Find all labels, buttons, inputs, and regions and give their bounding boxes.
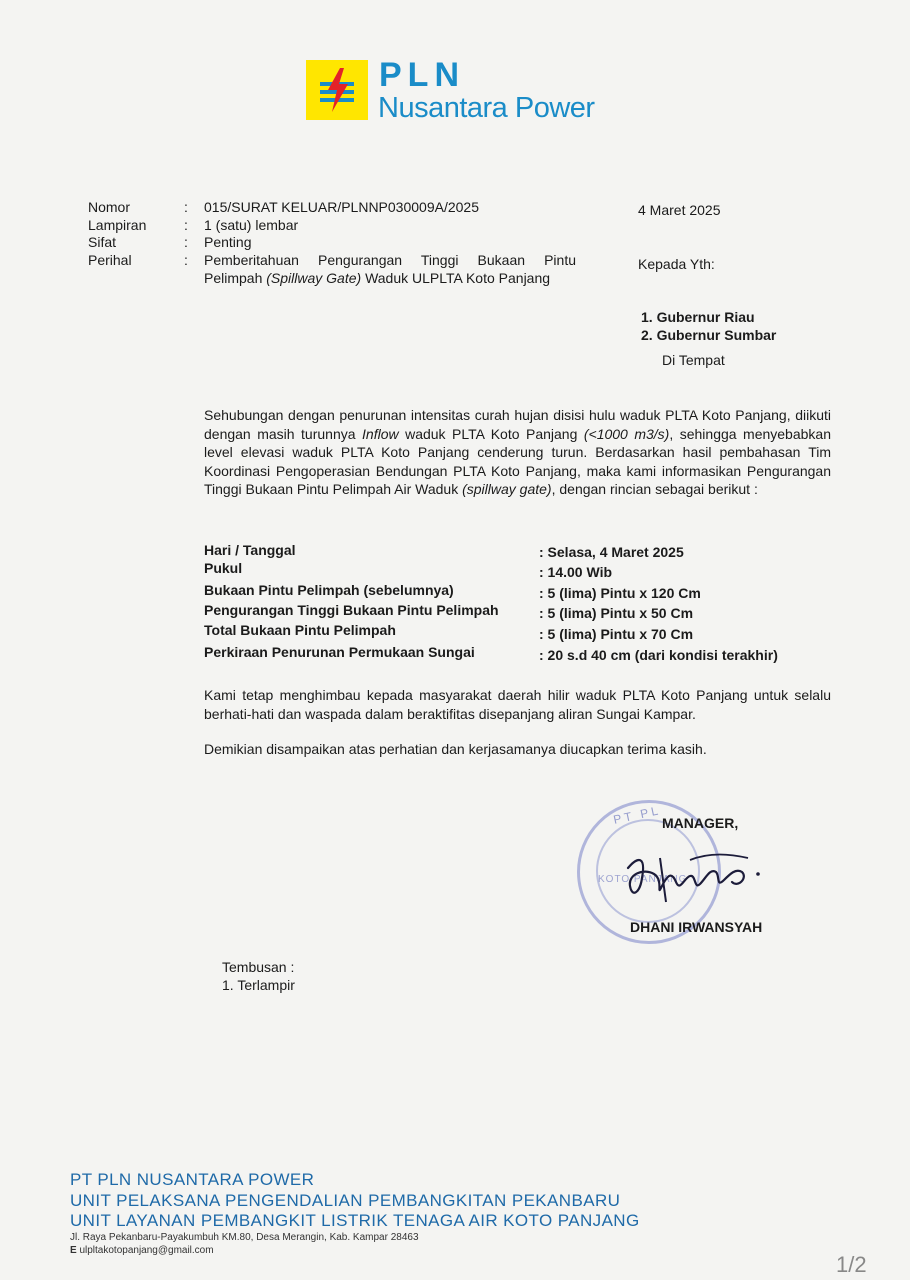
footer-address: Jl. Raya Pekanbaru-Payakumbuh KM.80, Desa Merangin, Kab. Kampar 28463	[70, 1232, 419, 1243]
detail-value: : 20 s.d 40 cm (dari kondisi terakhir)	[539, 647, 778, 663]
meta-value-sifat: Penting	[204, 234, 252, 250]
page-number: 1/2	[836, 1252, 867, 1277]
detail-label: Pengurangan Tinggi Bukaan Pintu Pelimpah	[204, 602, 499, 618]
detail-label: Perkiraan Penurunan Permukaan Sungai	[204, 644, 475, 660]
footer-subunit: UNIT LAYANAN PEMBANGKIT LISTRIK TENAGA AIR KOTO PANJANG	[70, 1211, 640, 1230]
di-tempat: Di Tempat	[662, 352, 725, 368]
brand-name: PLN	[379, 56, 465, 94]
brand-subname: Nusantara Power	[378, 92, 595, 124]
footer-company: PT PLN NUSANTARA POWER	[70, 1170, 315, 1189]
letter-date: 4 Maret 2025	[638, 202, 721, 218]
detail-value: : 5 (lima) Pintu x 50 Cm	[539, 605, 694, 621]
body-paragraph-2: Kami tetap menghimbau kepada masyarakat daerah hilir waduk PLTA Koto Panjang untuk selalu berhati-hati dan waspada dalam beraktifitas disepanjang aliran Sungai Kampar.	[204, 687, 831, 722]
meta-label-nomor: Nomor	[88, 199, 131, 215]
footer-unit: UNIT PELAKSANA PENGENDALIAN PEMBANGKITAN PEKANBARU	[70, 1191, 621, 1210]
addressee-heading: Kepada Yth:	[638, 256, 715, 272]
signatory-name: DHANI IRWANSYAH	[630, 919, 763, 935]
signatory-title: MANAGER,	[662, 815, 739, 831]
detail-value: : Selasa, 4 Maret 2025	[539, 544, 684, 560]
body-paragraph-1: Sehubungan dengan penurunan intensitas curah hujan disisi hulu waduk PLTA Koto Panjang, diikuti dengan masih turunnya Inflow waduk PLTA Koto Panjang (<1000 m3/s), sehingga menyebabkan level elevasi waduk PLTA Koto Panjang cenderung turun. Berdasarkan hasil pembahasan Tim Koordinasi Pengoperasian Bendungan PLTA Koto Panjang, maka kami informasikan Pengurangan Tinggi Bukaan Pintu Pelimpah Air Waduk (spillway gate), dengan rincian sebagai berikut :	[204, 407, 831, 497]
stamp-text-middle: KOTO PANJANG	[598, 874, 688, 885]
email-address: ulpltakotopanjang@gmail.com	[79, 1245, 214, 1256]
tembusan-label: Tembusan :	[222, 959, 295, 975]
meta-label-perihal: Perihal	[88, 252, 132, 268]
tembusan-item: 1. Terlampir	[222, 977, 295, 993]
detail-label: Bukaan Pintu Pelimpah (sebelumnya)	[204, 582, 454, 598]
meta-label-lampiran: Lampiran	[88, 217, 147, 233]
detail-label: Total Bukaan Pintu Pelimpah	[204, 622, 396, 638]
stamp-text-top: PT PL	[612, 803, 663, 827]
meta-value-nomor: 015/SURAT KELUAR/PLNNP030009A/2025	[204, 199, 479, 215]
recipient-item: 2. Gubernur Sumbar	[641, 327, 777, 343]
detail-label: Pukul	[204, 560, 243, 576]
handwritten-signature	[620, 838, 770, 918]
body-paragraph-3: Demikian disampaikan atas perhatian dan kerjasamanya diucapkan terima kasih.	[204, 741, 707, 757]
pln-logo-mark	[306, 60, 368, 120]
detail-value: : 5 (lima) Pintu x 120 Cm	[539, 585, 701, 601]
footer-email	[70, 1245, 214, 1256]
meta-label-sifat: Sifat	[88, 234, 117, 250]
email-label: E	[70, 1245, 77, 1256]
detail-value: : 5 (lima) Pintu x 70 Cm	[539, 626, 694, 642]
meta-value-lampiran: 1 (satu) lembar	[204, 217, 299, 233]
meta-value-perihal: Pemberitahuan Pengurangan Tinggi Bukaan Pintu Pelimpah (Spillway Gate) Waduk ULPLTA Koto Panjang	[204, 252, 576, 286]
detail-label: Hari / Tanggal	[204, 542, 296, 558]
detail-value: : 14.00 Wib	[539, 564, 613, 580]
lightning-icon	[306, 60, 368, 120]
recipient-item: 1. Gubernur Riau	[641, 309, 755, 325]
